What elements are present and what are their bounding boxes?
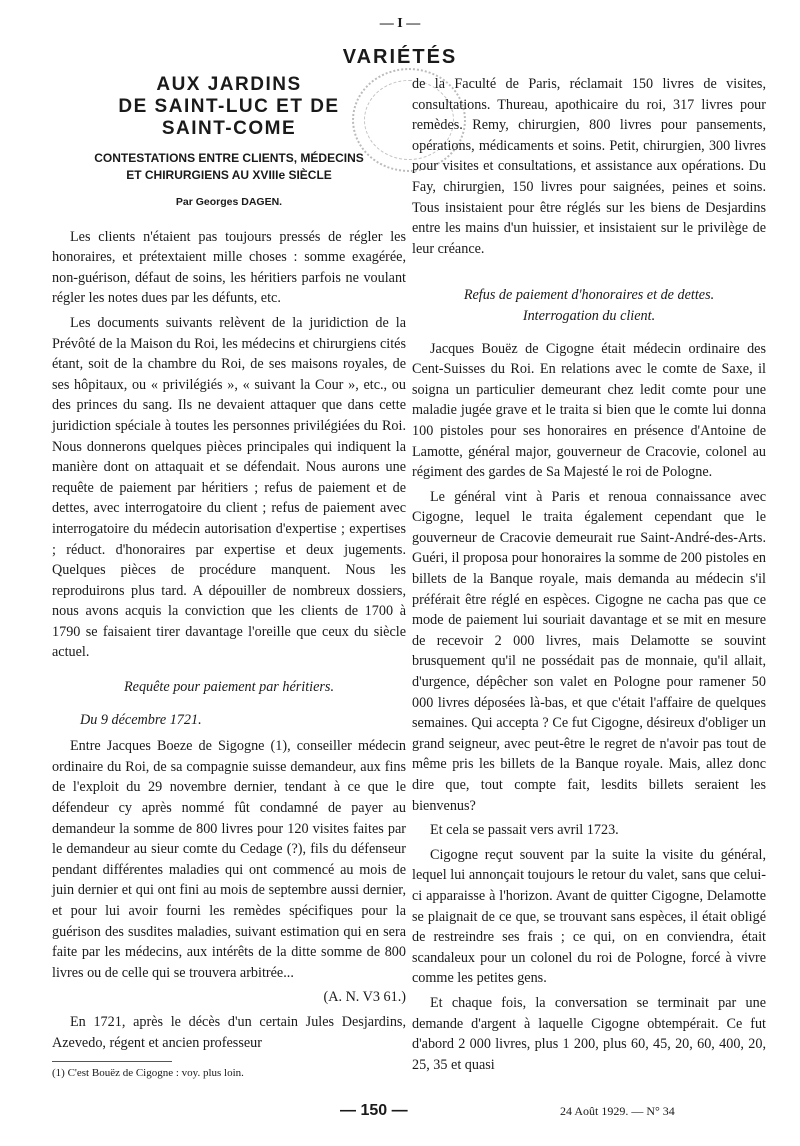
byline: Par Georges DAGEN.: [175, 196, 283, 208]
sub-heading: Requête pour paiement par héritiers.: [123, 679, 334, 696]
paragraph: Les clients n'étaient pas toujours pressés de régler les honoraires, et prétextaient mille choses : somme exagérée, non-guérison, défaut de soins, les héritiers parfois ne voulant régler les notes dues par les défunts, etc.: [52, 228, 406, 307]
right-column: [412, 74, 766, 1075]
page-top-mark: — I —: [379, 16, 421, 31]
footnote: (1) C'est Bouëz de Cigogne : voy. plus loin.: [52, 1067, 244, 1080]
paragraph: Les documents suivants relèvent de la juridiction de la Prévôté de la Maison du Roi, les médecins et chirurgiens cités étant, soit de la chambre du Roi, de ses maisons royales, de ses hôpitaux, ou « privilégiés », « suivant la Cour », etc., ou des princes du sang. Ils ne devaient attaquer que dans cette juridiction spéciale à toutes les personnes privilégiées du Roi. Nous donnerons quelques pièces principales qui indiquent la manière dont on attaquait et se défendait. Nous aurons une requête de paiement par héritiers ; refus de paiement et de dettes, avec interrogatoire du client ; refus de paiement avec interrogatoire du médecin autorisation d'expertise ; expertises ; réduct. d'honoraires par expertise et deux jugements. Quelques pièces de procédure manquent. Nous les reproduirons plus tard. A dépouiller de nombreux dossiers, nous avons acquis la conviction que les clients de 1700 à 1790 se faisaient tirer davantage l'oreille que ceux du siècle actuel.: [52, 314, 406, 661]
paragraph: Et chaque fois, la conversation se terminait par une demande d'argent à laquelle Cigogne obtempérait. Ce fut d'abord 2 000 livres, plus 1 200, plus 60, 45, 20, 60, 400, 20, 25, 35 et quasi: [412, 994, 766, 1073]
paragraph: En 1721, après le décès d'un certain Jules Desjardins, Azevedo, régent et ancien professeur: [52, 1013, 406, 1051]
paragraph: de la Faculté de Paris, réclamait 150 livres de visites, consultations. Thureau, apothicaire du roi, 317 livres pour remèdes. Remy, chirurgien, 800 livres pour pansements, opérations, médicaments et soins. Petit, chirurgien, 300 livres pour visites et consultations, et assistance aux opérations. Du Fay, chirurgien, 150 livres pour saignées, peines et soins. Tous insistaient pour être réglés sur les biens de Desjardins entre les mains d'un huissier, et insistaient sur le privilège de leur créance.: [412, 76, 766, 257]
footnote-divider: [52, 1061, 172, 1062]
section-title: VARIÉTÉS: [342, 46, 458, 68]
article-title: AUX JARDINS DE SAINT-LUC ET DE SAINT-COME: [118, 74, 340, 139]
sub-heading: Refus de paiement d'honoraires et de dettes. Interrogation du client.: [463, 287, 715, 324]
paragraph: Et cela se passait vers avril 1723.: [430, 822, 619, 839]
issue-info: 24 Août 1929. — N° 34: [560, 1104, 675, 1118]
paragraph: Cigogne reçut souvent par la suite la visite du général, lequel lui annonçait toujours le retour du valet, sans que celui-ci apparaisse à l'horizon. Avant de quitter Cigogne, Delamotte se plaignait de ce que, se trouvant sans espèces, il était obligé de restreindre ses frais ; ce qui, on en conviendra, était scandaleux pour un colonel du roi de Pologne, forcé à vivre comme les petites gens.: [412, 846, 766, 987]
left-column: [52, 74, 406, 1080]
article-subtitle: CONTESTATIONS ENTRE CLIENTS, MÉDECINS ET CHIRURGIENS AU XVIIIe SIÈCLE: [94, 151, 364, 182]
paragraph: Le général vint à Paris et renoua connaissance avec Cigogne, lequel le traita également cependant que le gouverneur de Cracovie demeurait rue Saint-André-des-Arts. Guéri, il proposa pour honoraires la somme de 200 pistoles en billets de la Banque royale, mais demanda au médecin s'il préférait être réglé en espèces. Cigogne ne cacha pas que ce mode de paiement lui souriait davantage et se mit en mesure de recevoir 2 000 livres, mais Delamotte se souvint brusquement qu'il ne possédait pas de monnaie, qu'il allait, d'urgence, dépêcher son valet en Pologne pour ramener 50 000 livres déposées là-bas, et que c'était l'affaire de quelques semaines. Qui accepta ? Ce fut Cigogne, désireux d'obliger un grand seigneur, avec peut-être le regret de n'avoir pas tout de même pris les billets de la Banque royale. Mais, allez donc dire que, tout compte fait, lesdits billets seraient les bienvenus?: [412, 488, 766, 814]
paragraph: Jacques Bouëz de Cigogne était médecin ordinaire des Cent-Suisses du Roi. En relations avec le comte de Saxe, il soigna un particulier demeurant chez ledit comte pour une maladie jugée grave et le traita si bien que le comte lui donna 100 pistoles pour ses honoraires en présence d'Antoine de Lamotte, général major, gouverneur de Cracovie, colonel au régiment des gardes de Sa Majesté le roi de Pologne.: [412, 340, 766, 481]
source-reference: (A. N. V3 61.): [323, 989, 406, 1006]
paragraph: Entre Jacques Boeze de Sigogne (1), conseiller médecin ordinaire du Roi, de sa compagnie suisse demandeur, aux fins de l'exploit du 29 novembre dernier, tendant à ce que le défendeur cy après nommé fût condamné de payer au demandeur la somme de 800 livres pour 120 visites faites par le demandeur au sieur comte du Cedage (?), fils du défenseur pendant différentes maladies qui ont commencé au mois de juin dernier et qui ont fini au mois de septembre aussi dernier, et pour lui avoir fourni les remèdes spécifiques pour la guérison des susdites maladies, suivant estimation qui en sera faite par les médecins, aux intérêts de la ditte somme de 800 livres ou de celle qui se trouvera arbitrée...: [52, 738, 406, 981]
page-footer: [0, 1102, 800, 1126]
page-number: — 150 —: [340, 1102, 408, 1119]
date-line: Du 9 décembre 1721.: [80, 711, 202, 728]
